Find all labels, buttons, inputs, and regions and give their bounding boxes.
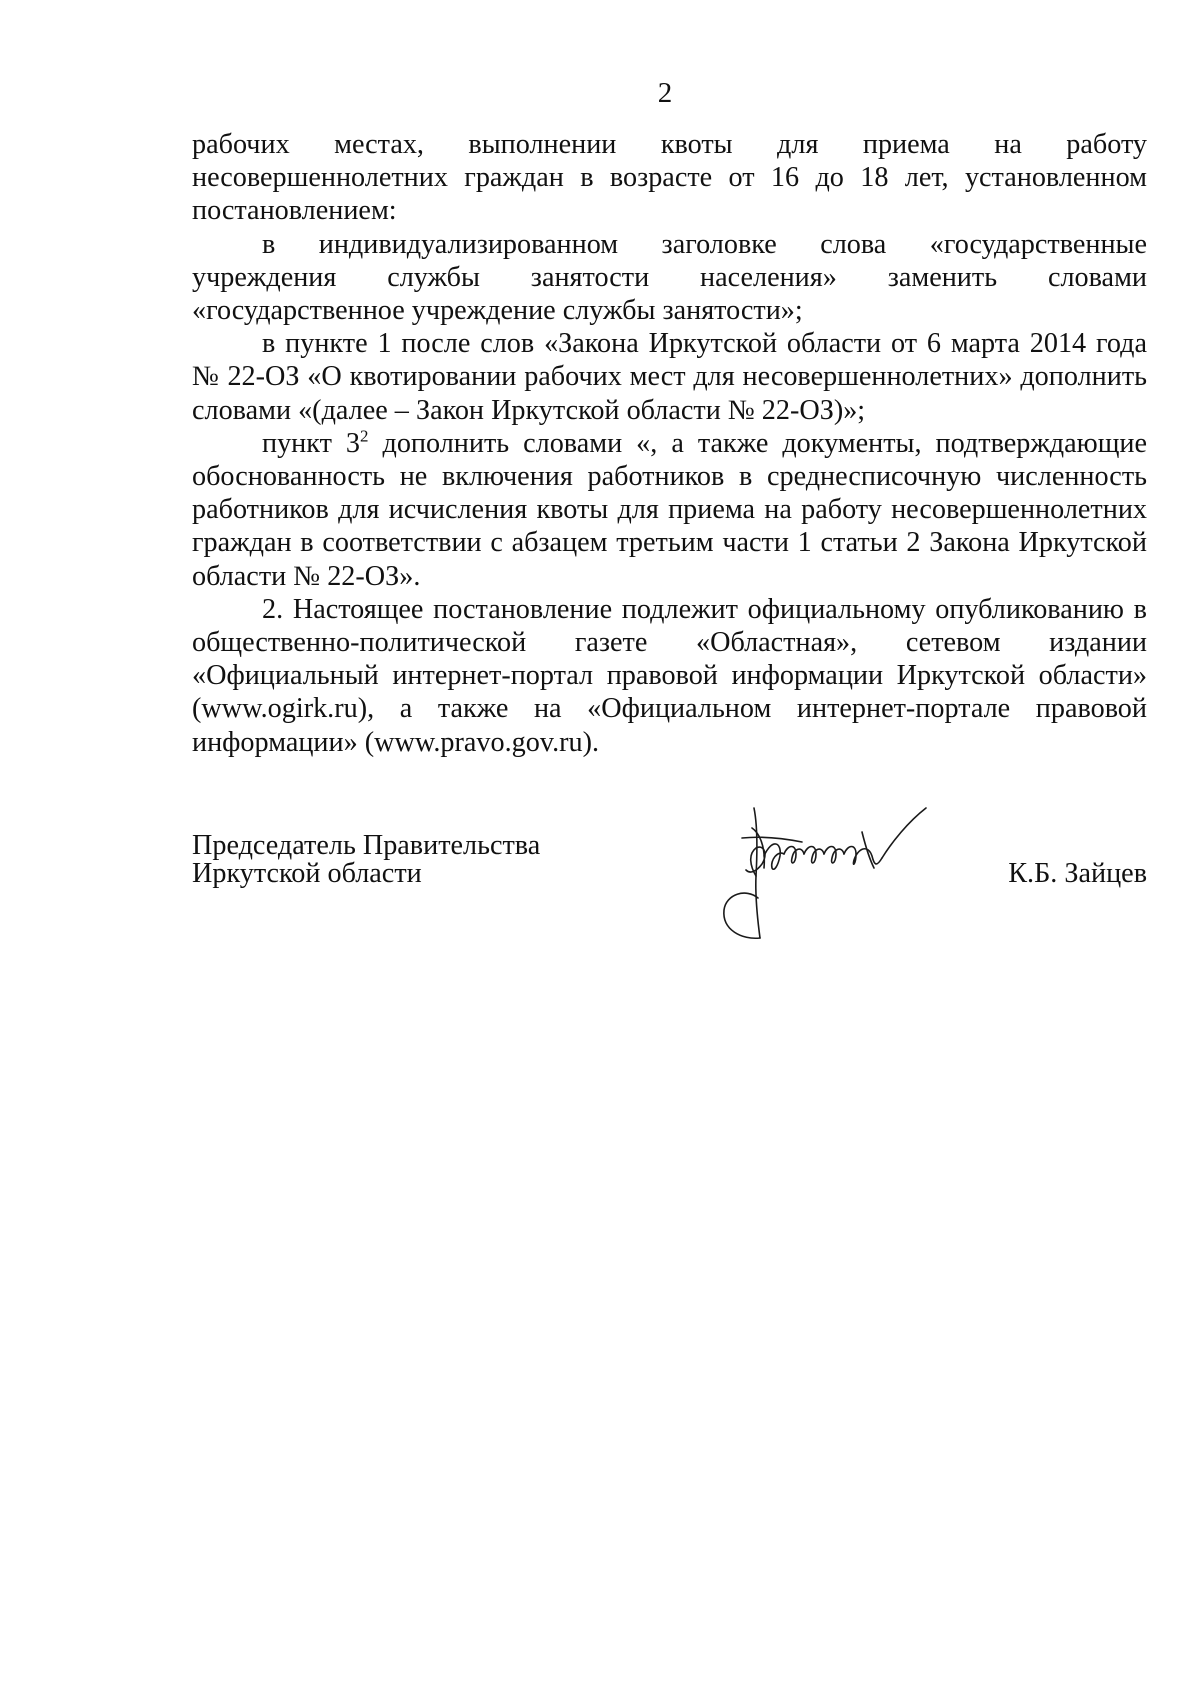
paragraph-publication: 2. Настоящее постановление подлежит официальному опубликованию в общественно-политической газете «Областная», сетевом издании «Официальный интернет-портал правовой информации Иркутской области» (www.ogirk.ru), а также на «Официальном интернет-портале правовой информации» (www.pravo.gov.ru). xyxy=(192,593,1147,758)
point-3-label: пункт 3 xyxy=(262,427,361,459)
point-3-2-text: дополнить словами «, а также документы, подтверждающие обоснованность не включения работников в среднесписочную численность работников для исчисления квоты для приема на работу несовершеннолетних граждан в соответствии с абзацем третьим части 1 статьи 2 Закона Иркутской области № 22-ОЗ». xyxy=(192,427,1147,592)
paragraph-continuation: рабочих местах, выполнении квоты для приема на работу несовершеннолетних граждан в возрасте от 16 до 18 лет, установленном постановлением: xyxy=(192,129,1147,227)
signatory-name: К.Б. Зайцев xyxy=(1008,858,1147,889)
signatory-title-line-1: Председатель Правительства xyxy=(192,830,541,861)
paragraph-point-3-2-amendment xyxy=(192,427,1147,593)
paragraph-point-1-amendment: в пункте 1 после слов «Закона Иркутской области от 6 марта 2014 года № 22-ОЗ «О квотировании рабочих мест для несовершеннолетних» дополнить словами «(далее – Закон Иркутской области № 22-ОЗ)»; xyxy=(192,328,1147,426)
signatory-title-line-2: Иркутской области xyxy=(192,858,422,889)
signature-block xyxy=(192,832,1147,972)
point-superscript: 2 xyxy=(360,426,369,446)
document-body xyxy=(192,128,1147,759)
handwritten-signature-icon xyxy=(712,798,932,948)
paragraph-heading-amendment: в индивидуализированном заголовке слова «государственные учреждения службы занятости населения» заменить словами «государственное учреждение службы занятости»; xyxy=(192,228,1147,327)
page-number: 2 xyxy=(657,77,673,109)
signatory-title xyxy=(192,832,540,888)
